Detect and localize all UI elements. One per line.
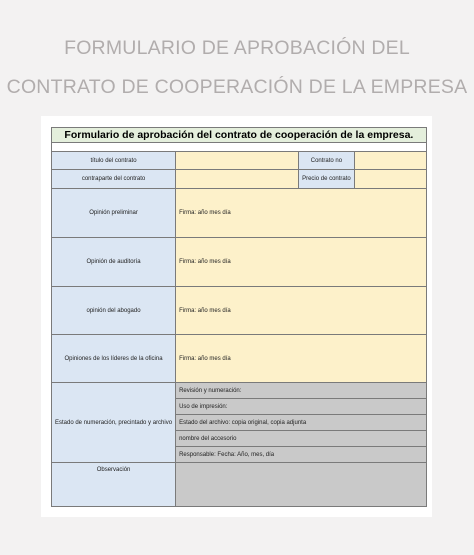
form-sheet: [41, 116, 432, 517]
contract-no-field[interactable]: [354, 152, 426, 170]
table-row: [52, 189, 427, 238]
contract-title-label: título del contrato: [52, 152, 176, 170]
archive-item-print-use[interactable]: Uso de impresión:: [176, 399, 427, 415]
table-row: [52, 335, 427, 383]
form-banner-title: Formulario de aprobación del contrato de cooperación de la empresa.: [52, 128, 427, 143]
contract-no-label: Contrato no: [299, 152, 355, 170]
counterparty-field[interactable]: [176, 170, 299, 189]
archive-item-responsible[interactable]: Responsable: Fecha: Año, mes, día: [176, 447, 427, 463]
spacer-row: [52, 143, 427, 152]
contract-title-field[interactable]: [176, 152, 299, 170]
table-row: [52, 383, 427, 399]
signature-text: Firma: año mes día: [179, 355, 231, 362]
archive-status-label: Estado de numeración, precintado y archivo: [52, 383, 176, 463]
signature-text: Firma: año mes día: [179, 210, 231, 216]
leaders-opinion-field[interactable]: [176, 335, 427, 383]
observation-field[interactable]: [176, 463, 427, 507]
signature-text: Firma: año mes día: [179, 307, 231, 314]
spacer-cell: [52, 143, 427, 152]
leaders-opinion-label: Opiniones de los líderes de la oficina: [52, 335, 176, 383]
audit-opinion-field[interactable]: [176, 238, 427, 287]
archive-item-file-status[interactable]: Estado del archivo: copia original, copia adjunta: [176, 415, 427, 431]
table-row: [52, 152, 427, 170]
table-row: [52, 170, 427, 189]
preliminary-opinion-field[interactable]: [176, 189, 427, 238]
preliminary-opinion-label: Opinión preliminar: [52, 189, 176, 238]
counterparty-label: contraparte del contrato: [52, 170, 176, 189]
signature-text: Firma: año mes día: [179, 259, 231, 265]
table-row: [52, 287, 427, 335]
banner-row: [52, 128, 427, 143]
audit-opinion-label: Opinión de auditoría: [52, 238, 176, 287]
contract-price-label: Precio de contrato: [299, 170, 355, 189]
table-row: [52, 463, 427, 507]
archive-item-attachment-name[interactable]: nombre del accesorio: [176, 431, 427, 447]
table-row: [52, 238, 427, 287]
approval-form-table: [51, 127, 427, 507]
lawyer-opinion-label: opinión del abogado: [52, 287, 176, 335]
page-title-line-1: FORMULARIO DE APROBACIÓN DEL: [64, 37, 410, 59]
archive-item-review[interactable]: Revisión y numeración:: [176, 383, 427, 399]
lawyer-opinion-field[interactable]: [176, 287, 427, 335]
page-title-line-2: CONTRATO DE COOPERACIÓN DE LA EMPRESA: [6, 76, 468, 98]
contract-price-field[interactable]: [354, 170, 426, 189]
observation-label: Observación: [52, 463, 176, 507]
